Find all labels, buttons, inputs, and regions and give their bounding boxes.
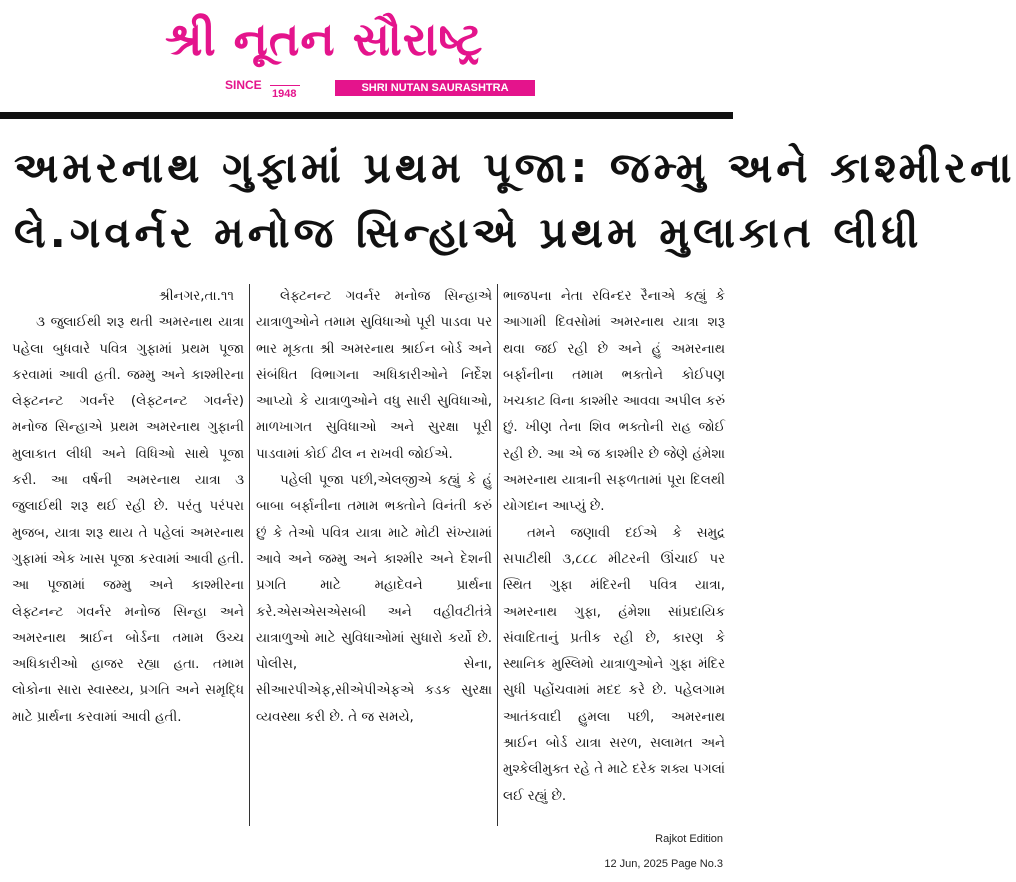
column-divider bbox=[497, 284, 498, 826]
date-page-label: 12 Jun, 2025 Page No.3 bbox=[604, 858, 723, 870]
dateline: શ્રીનગર,તા.૧૧ bbox=[158, 289, 234, 304]
founding-year: 1948 bbox=[272, 88, 297, 100]
since-label: SINCE bbox=[225, 78, 262, 92]
masthead bbox=[0, 0, 733, 110]
newspaper-title: શ્રી નૂતન સૌરાષ્ટ્ર bbox=[165, 12, 484, 66]
newspaper-logo bbox=[165, 8, 565, 100]
headline-line-1: અમરનાથ ગુફામાં પ્રથમ પૂજા: જમ્મુ અને કાશ્મીરના bbox=[14, 143, 1016, 192]
edition-label: Rajkot Edition bbox=[655, 833, 723, 845]
article-paragraph: તમને જણાવી દઈએ કે સમુદ્ર સપાટીથી ૩,૮૮૮ મીટરની ઊંચાઈ પર સ્થિત ગુફા મંદિરની પવિત્ર યાત્રા, અમરનાથ ગુફા, હંમેશા સાંપ્રદાયિક સંવાદિતાનું પ્રતીક રહી છે, કારણ કે સ્થાનિક મુસ્લિમો યાત્રાળુઓને ગુફા મંદિર સુધી પહોંચવામાં મદદ કરે છે. પહેલગામ આતંકવાદી હુમલા પછી, અમરનાથ શ્રાઈન બોર્ડ યાત્રા સરળ, સલામત અને મુશ્કેલીમુક્ત રહે તે માટે દરેક શક્ય પગલાં લઈ રહ્યું છે. bbox=[503, 525, 725, 804]
headline-line-2: લે.ગવર્નર મનોજ સિન્હાએ પ્રથમ મુલાકાત લીધી bbox=[14, 208, 923, 257]
article-column-2 bbox=[256, 284, 492, 731]
article-paragraph: લેફ્ટનન્ટ ગવર્નર મનોજ સિન્હાએ યાત્રાળુઓને તમામ સુવિધાઓ પૂરી પાડવા પર ભાર મૂકતા શ્રી અમરનાથ શ્રાઈન બોર્ડ અને સંબંધિત વિભાગના અધિકારીઓને નિર્દેશ આપ્યો કે યાત્રાળુઓને વધુ સારી સુવિધાઓ, માળખાગત સુવિધાઓ અને સુરક્ષા પૂરી પાડવામાં કોઈ ઢીલ ન રાખવી જોઈએ. bbox=[256, 289, 492, 462]
article-paragraph: ૩ જુલાઈથી શરૂ થતી અમરનાથ યાત્રા પહેલા બુધવારે પવિત્ર ગુફામાં પ્રથમ પૂજા કરવામાં આવી હતી. જમ્મુ અને કાશ્મીરના લેફ્ટનન્ટ ગવર્નર (લેફ્ટનન્ટ ગવર્નર) મનોજ સિન્હાએ પ્રથમ અમરનાથ ગુફાની મુલાકાત લીધી અને વિધિઓ સાથે પૂજા કરી. આ વર્ષની અમરનાથ યાત્રા ૩ જુલાઈથી શરૂ થઈ રહી છે. પરંતુ પરંપરા મુજબ, યાત્રા શરૂ થાય તે પહેલાં અમરનાથ ગુફામાં એક ખાસ પૂજા કરવામાં આવી હતી. આ પૂજામાં જમ્મુ અને કાશ્મીરના લેફ્ટનન્ટ ગવર્નર મનોજ સિન્હા અને અમરનાથ શ્રાઈન બોર્ડના તમામ ઉચ્ચ અધિકારીઓ હાજર રહ્યા હતા. તમામ લોકોના સારા સ્વાસ્થ્ય, પ્રગતિ અને સમૃદ્ધિ માટે પ્રાર્થના કરવામાં આવી હતી. bbox=[12, 315, 244, 725]
article-column-3 bbox=[503, 284, 725, 810]
masthead-divider bbox=[0, 112, 733, 119]
year-underline bbox=[270, 85, 300, 86]
article-column-1 bbox=[12, 284, 244, 731]
article-paragraph: ભાજપના નેતા રવિન્દર રૈનાએ કહ્યું કે આગામી દિવસોમાં અમરનાથ યાત્રા શરૂ થવા જઈ રહી છે અને હું અમરનાથ બર્ફાનીના તમામ ભક્તોને કોઈપણ ખચકાટ વિના કાશ્મીર આવવા અપીલ કરું છું. ખીણ તેના શિવ ભક્તોની રાહ જોઈ રહી છે. આ એ જ કાશ્મીર છે જેણે હંમેશા અમરનાથ યાત્રાની સફળતામાં પૂરા દિલથી યોગદાન આપ્યું છે. bbox=[503, 289, 725, 515]
english-name-banner: SHRI NUTAN SAURASHTRA bbox=[335, 80, 535, 96]
column-divider bbox=[249, 284, 250, 826]
article-paragraph: પહેલી પૂજા પછી,એલજીએ કહ્યું કે હું બાબા બર્ફાનીના તમામ ભક્તોને વિનંતી કરું છું કે તેઓ પવિત્ર યાત્રા માટે મોટી સંખ્યામાં આવે અને જમ્મુ અને કાશ્મીર અને દેશની પ્રગતિ માટે મહાદેવને પ્રાર્થના કરે.એસએસએસબી અને વહીવટીતંત્રે યાત્રાળુઓ માટે સુવિધાઓમાં સુધારો કર્યો છે. પોલીસ, સેના, સીઆરપીએફ,સીએપીએફએ કડક સુરક્ષા વ્યવસ્થા કરી છે. તે જ સમયે, bbox=[256, 473, 492, 725]
